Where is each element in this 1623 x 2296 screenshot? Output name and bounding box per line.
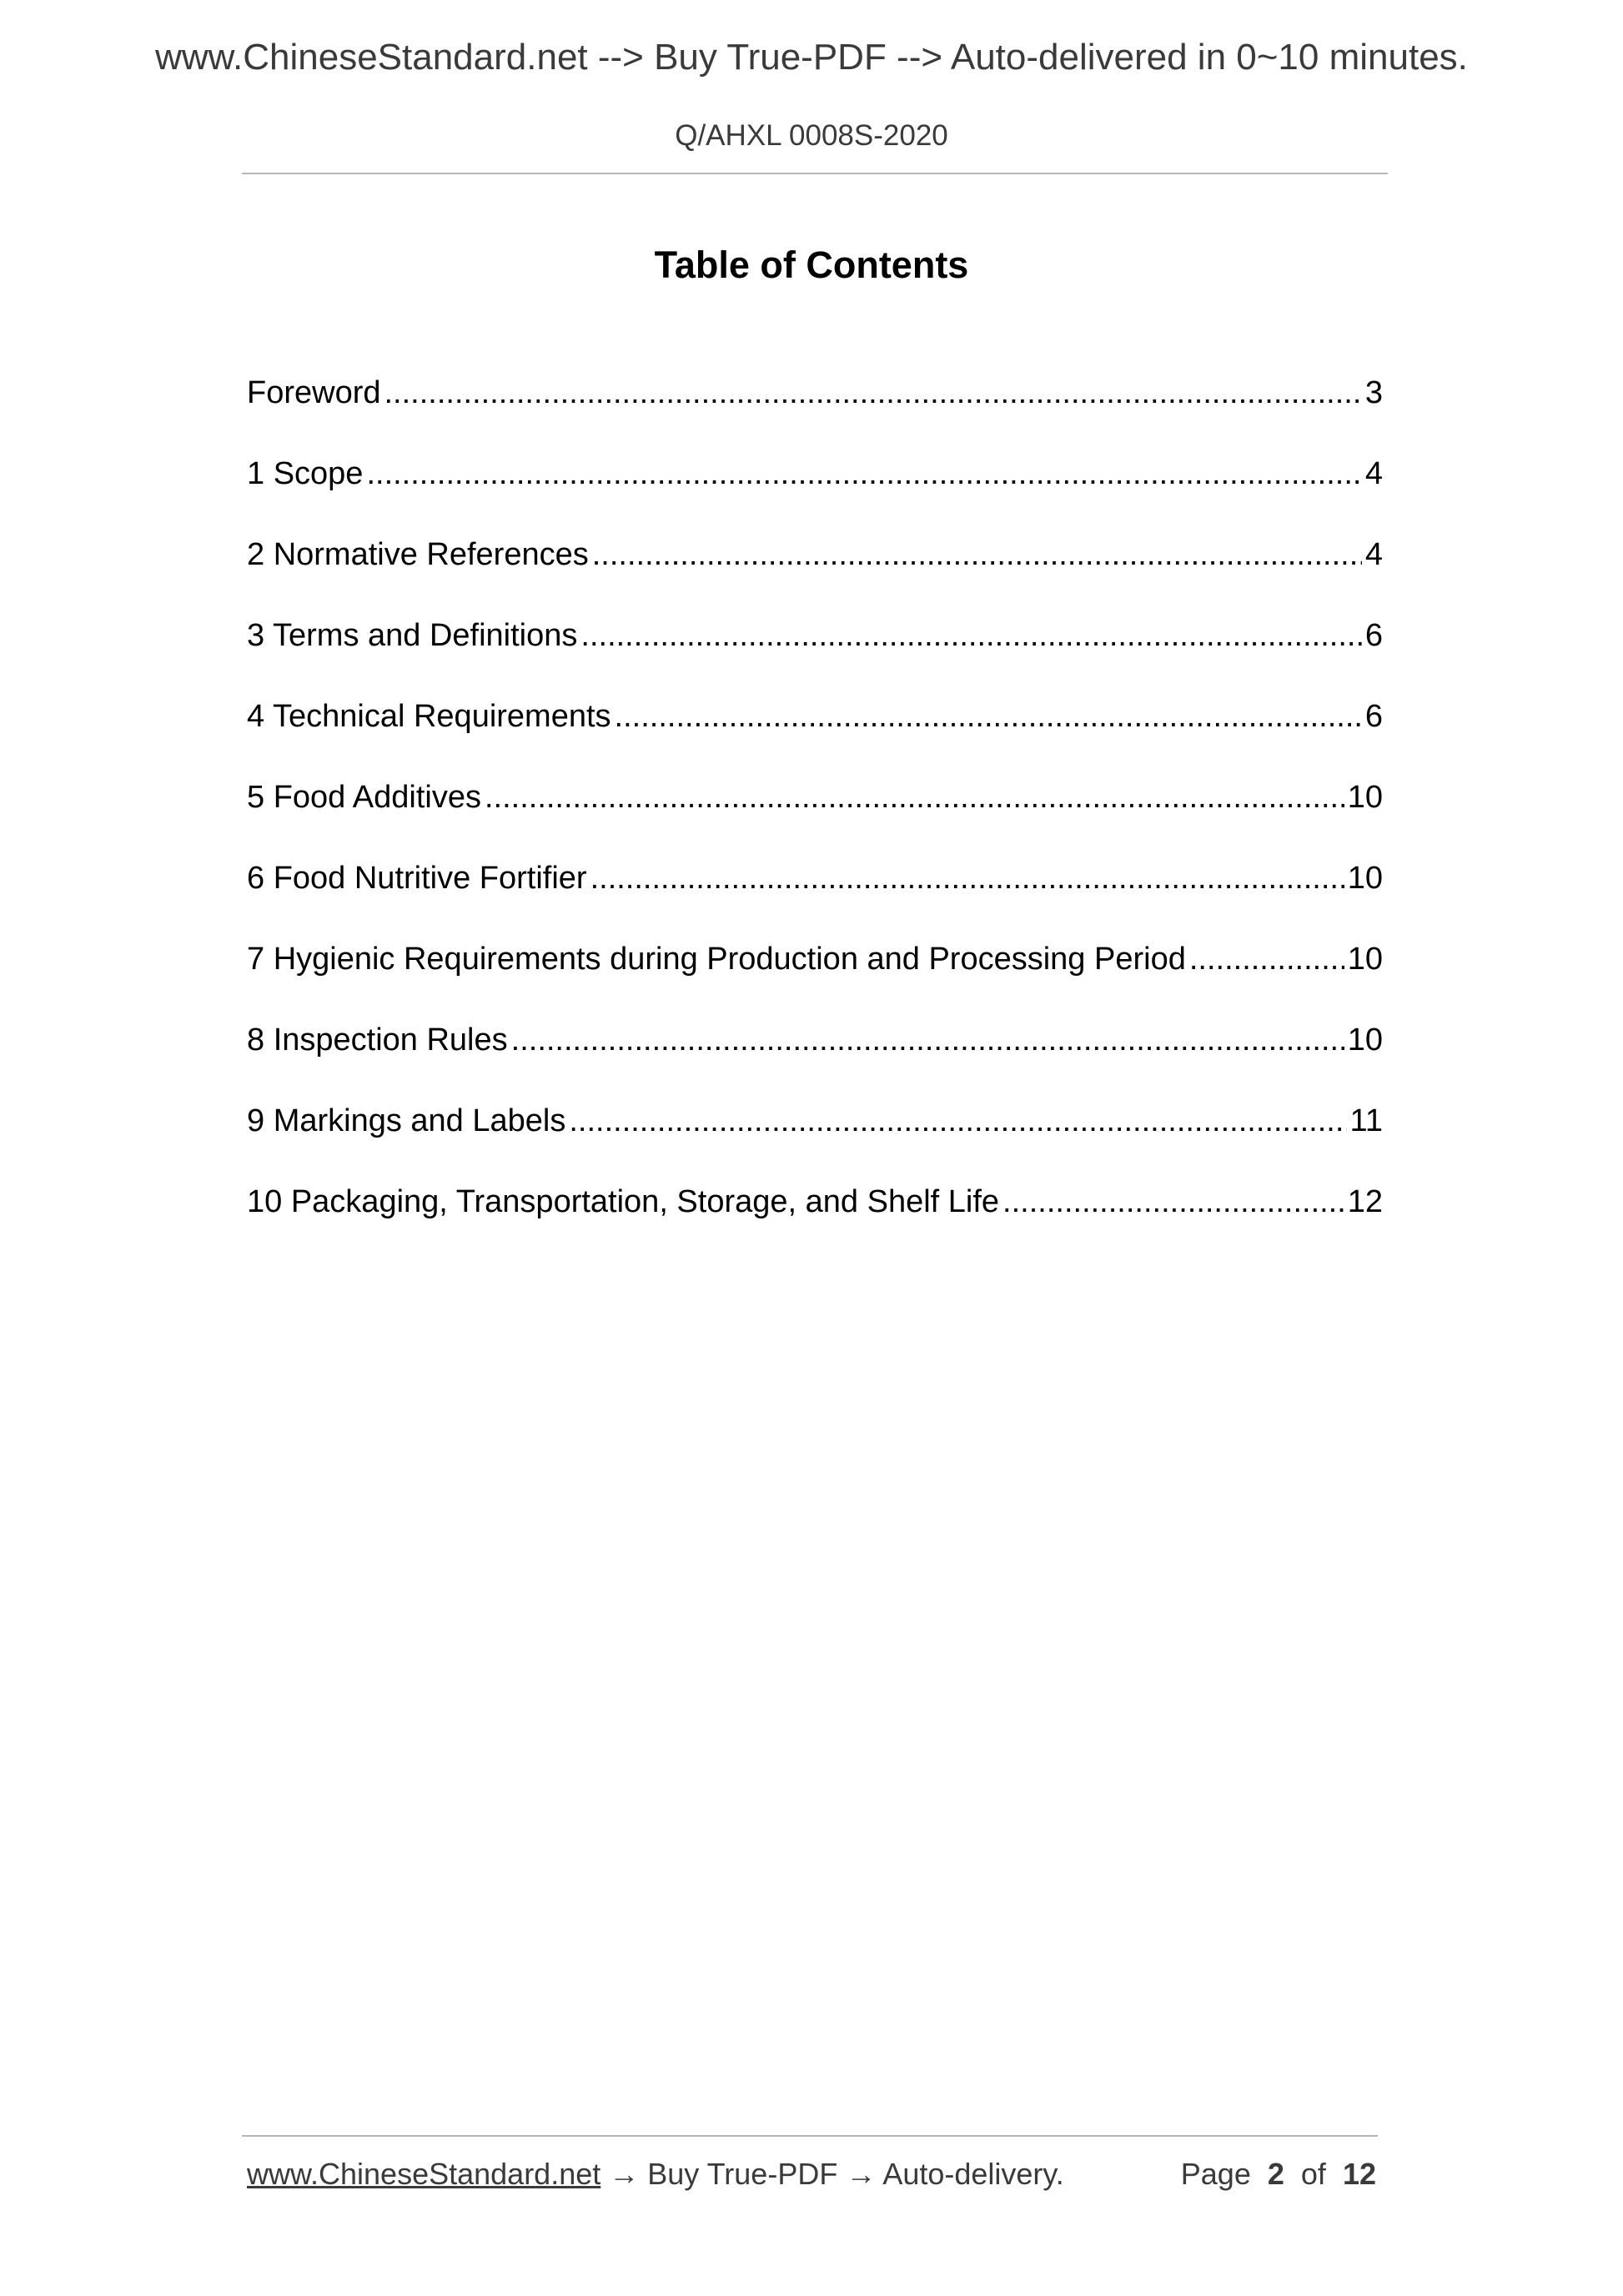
toc-item-hygienic-requirements[interactable] <box>247 942 1383 1022</box>
toc-item-page: 3 <box>1364 375 1383 410</box>
toc-leader-dots <box>592 537 1362 573</box>
toc-item-label: 9 Markings and Labels <box>247 1103 566 1138</box>
toc-leader-dots <box>1189 942 1344 977</box>
toc-item-page: 4 <box>1364 456 1383 491</box>
toc-item-label: 4 Technical Requirements <box>247 699 611 734</box>
toc-item-page: 10 <box>1347 780 1383 815</box>
toc-item-page: 10 <box>1347 861 1383 896</box>
footer-divider <box>242 2135 1378 2137</box>
toc-item-label: 5 Food Additives <box>247 780 481 815</box>
toc-leader-dots <box>580 618 1361 654</box>
footer-page-word: Page <box>1180 2157 1251 2191</box>
toc-item-food-nutritive-fortifier[interactable] <box>247 861 1383 942</box>
footer-page-number <box>1181 2157 1376 2192</box>
toc-leader-dots <box>569 1103 1346 1139</box>
toc-item-label: 7 Hygienic Requirements during Production and Processing Period <box>247 942 1186 977</box>
header-divider <box>242 173 1388 174</box>
toc-leader-dots <box>384 375 1362 411</box>
toc-leader-dots <box>1002 1184 1344 1220</box>
toc-item-page: 4 <box>1364 537 1383 572</box>
document-code: Q/AHXL 0008S-2020 <box>675 119 948 152</box>
toc-leader-dots <box>590 861 1344 897</box>
toc-item-label: 8 Inspection Rules <box>247 1022 508 1058</box>
footer-page-total: 12 <box>1342 2157 1376 2191</box>
toc-item-label: 10 Packaging, Transportation, Storage, and Shelf Life <box>247 1184 1000 1219</box>
toc-item-label: 2 Normative References <box>247 537 589 572</box>
toc-list <box>247 375 1383 1265</box>
toc-item-label: 3 Terms and Definitions <box>247 618 578 653</box>
toc-leader-dots <box>511 1022 1344 1058</box>
toc-title: Table of Contents <box>654 244 969 286</box>
toc-item-technical-requirements[interactable] <box>247 699 1383 780</box>
toc-item-label: 1 Scope <box>247 456 364 491</box>
toc-item-terms-definitions[interactable] <box>247 618 1383 699</box>
toc-item-label: 6 Food Nutritive Fortifier <box>247 861 587 896</box>
toc-leader-dots <box>366 456 1361 492</box>
toc-item-markings-labels[interactable] <box>247 1103 1383 1184</box>
footer-tagline: → Buy True-PDF → Auto-delivery. <box>600 2157 1064 2191</box>
toc-item-page: 6 <box>1364 618 1383 653</box>
toc-item-page: 6 <box>1364 699 1383 734</box>
toc-item-page: 12 <box>1347 1184 1383 1219</box>
toc-item-scope[interactable] <box>247 456 1383 537</box>
footer-page-of: of <box>1300 2157 1326 2191</box>
toc-item-page: 10 <box>1347 942 1383 977</box>
toc-leader-dots <box>485 780 1344 816</box>
toc-item-page: 10 <box>1347 1022 1383 1058</box>
toc-item-packaging-transportation[interactable] <box>247 1184 1383 1265</box>
site-banner: www.ChineseStandard.net --> Buy True-PDF --> Auto-delivered in 0~10 minutes. <box>155 37 1468 78</box>
toc-item-normative-references[interactable] <box>247 537 1383 618</box>
toc-leader-dots <box>615 699 1362 735</box>
toc-item-inspection-rules[interactable] <box>247 1022 1383 1103</box>
toc-item-label: Foreword <box>247 375 381 410</box>
toc-item-food-additives[interactable] <box>247 780 1383 861</box>
toc-item-page: 11 <box>1349 1103 1383 1138</box>
toc-item-foreword[interactable] <box>247 375 1383 456</box>
page-footer <box>247 2157 1376 2192</box>
footer-left <box>247 2157 1064 2192</box>
footer-page-current: 2 <box>1267 2157 1284 2191</box>
footer-site-link[interactable]: www.ChineseStandard.net <box>247 2157 601 2191</box>
